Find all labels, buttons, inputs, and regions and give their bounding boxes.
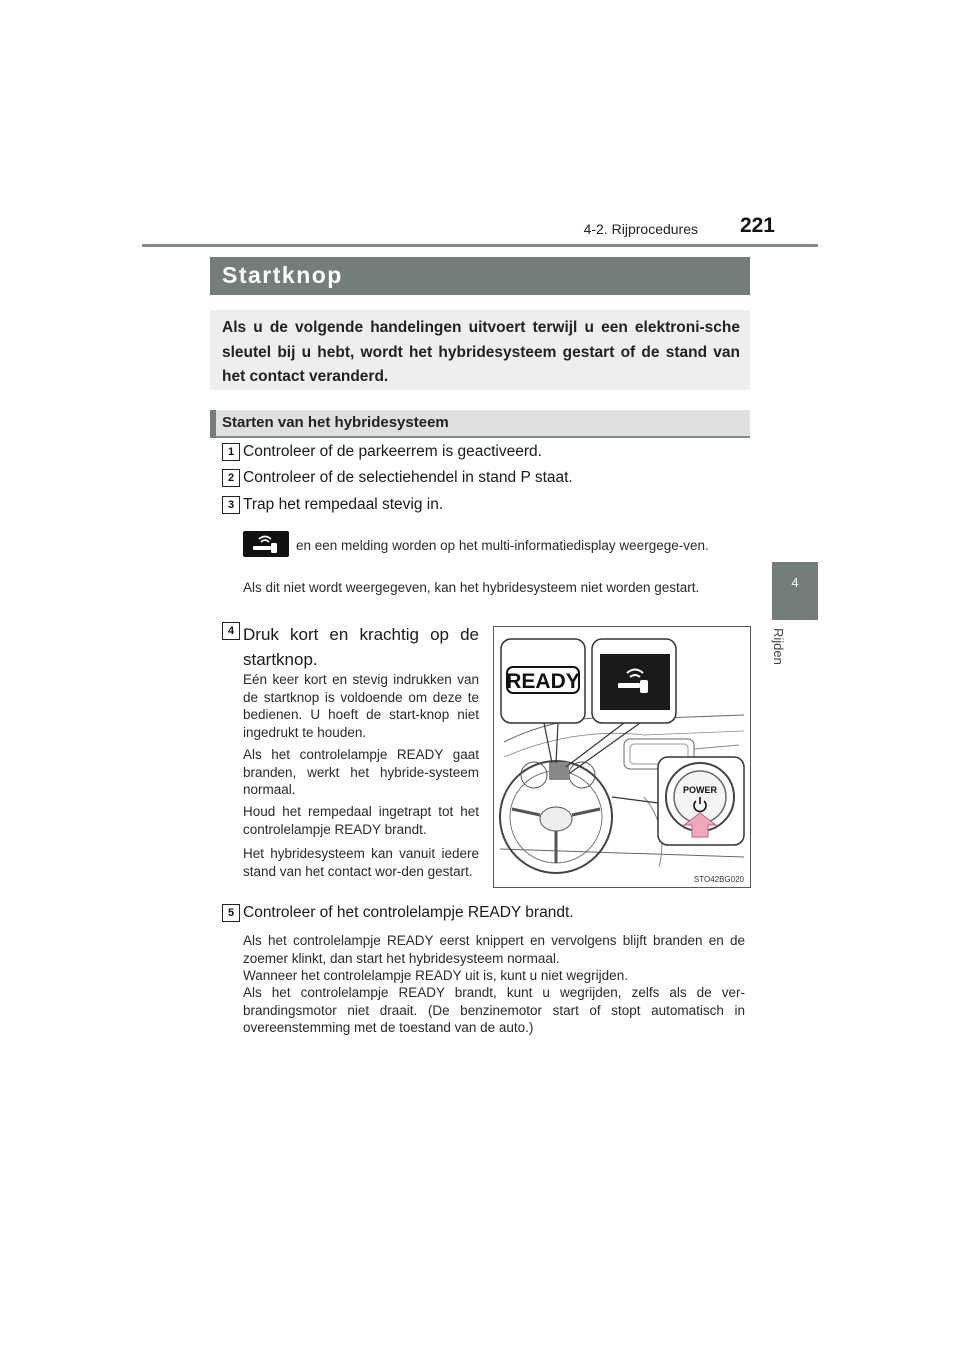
- step-number: 3: [222, 496, 240, 514]
- chapter-label: Rijden: [771, 628, 786, 665]
- step4-note: Als het controlelampje READY gaat branden, werkt het hybride-systeem normaal.: [243, 747, 479, 797]
- step3-note-line2: Als dit niet wordt weergegeven, kan het hybridesysteem niet worden gestart.: [243, 580, 700, 595]
- page-title: Startknop: [222, 262, 343, 288]
- step-number: 2: [222, 469, 240, 487]
- step5-note: Wanneer het controlelampje READY uit is, kunt u niet wegrijden.: [243, 968, 628, 983]
- step-text: Trap het rempedaal stevig in.: [243, 496, 444, 513]
- illustration-code: STO42BG020: [693, 875, 744, 884]
- step-text: Controleer of het controlelampje READY brandt.: [243, 904, 574, 921]
- page-number: 221: [739, 214, 775, 237]
- step-number: 5: [222, 904, 240, 922]
- step-text: Controleer of de selectiehendel in stand P staat.: [243, 469, 573, 486]
- step-text: Druk kort en krachtig op de startknop.: [243, 625, 479, 669]
- step-number: 4: [222, 622, 240, 640]
- step4-note: Het hybridesysteem kan vanuit iedere stand van het contact wor-den gestart.: [243, 846, 479, 879]
- step3-note-line1: [296, 537, 745, 555]
- step-number: 1: [222, 443, 240, 461]
- step4-note: Houd het rempedaal ingetrapt tot het controlelampje READY brandt.: [243, 804, 479, 837]
- smart-key-indicator-icon: [243, 531, 289, 557]
- chapter-number: 4: [791, 575, 799, 590]
- power-button-label: POWER: [682, 785, 718, 795]
- section-title: 4-2. Rijprocedures: [583, 221, 698, 237]
- dashboard-illustration: [493, 626, 751, 888]
- subsection-accent: [210, 410, 216, 438]
- ready-indicator-label: READY: [506, 670, 580, 693]
- step-text: Controleer of de parkeerrem is geactiveerd.: [243, 443, 542, 460]
- intro-text: Als u de volgende handelingen uitvoert terwijl u een elektroni-sche sleutel bij u hebt, wordt het hybridesysteem gestart of de stand van het contact veranderd.: [222, 319, 740, 385]
- step3-note-text: en een melding worden op het multi-informatiedisplay weergege-ven.: [296, 538, 709, 553]
- step4-note: Eén keer kort en stevig indrukken van de startknop is voldoende om deze te bedienen. U hoeft de start-knop niet ingedrukt te houden.: [243, 672, 479, 740]
- step5-note: Als het controlelampje READY brandt, kunt u wegrijden, zelfs als de ver-brandingsmotor niet draait. (De benzinemotor start of stopt automatisch in overeenstemming met de toestand van de auto.): [243, 985, 745, 1035]
- chapter-label-wrap: [771, 628, 808, 688]
- header-rule: [142, 244, 818, 247]
- step5-note: Als het controlelampje READY eerst knippert en vervolgens blijft branden en de zoemer klinkt, dan start het hybridesysteem normaal.: [243, 933, 745, 966]
- subsection-title: Starten van het hybridesysteem: [222, 414, 449, 431]
- chapter-tab: [772, 562, 818, 620]
